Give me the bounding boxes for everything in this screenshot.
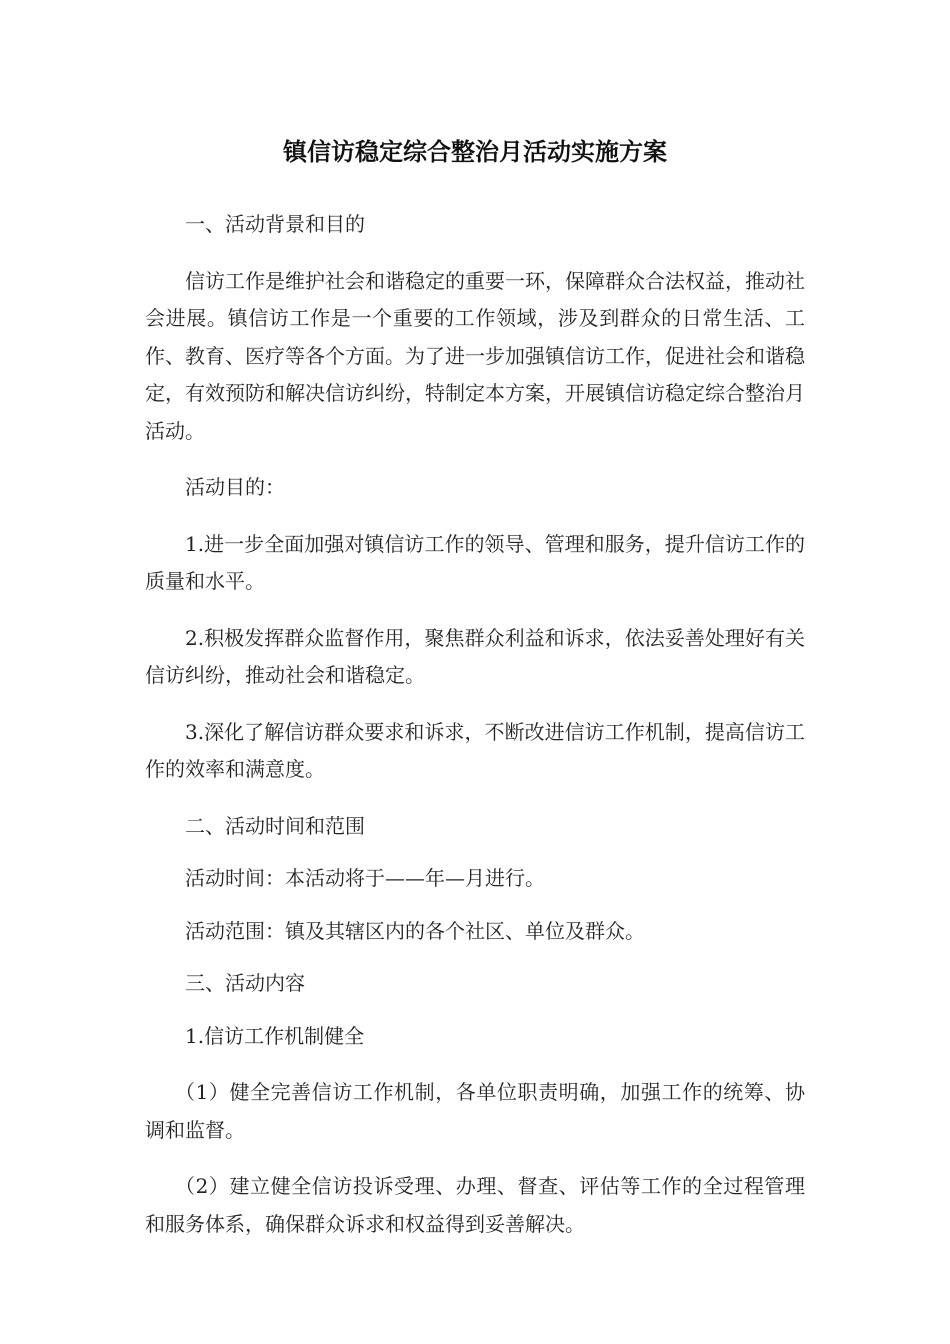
section-heading-content: 三、活动内容	[185, 971, 305, 995]
paragraph-purpose-label: 活动目的：	[185, 475, 285, 499]
purpose-item-2: 2.积极发挥群众监督作用，聚焦群众利益和诉求，依法妥善处理好有关信访纠纷，推动社会和谐稳定。	[145, 625, 805, 687]
content-item-1-heading: 1.信访工作机制健全	[185, 1023, 365, 1048]
paragraph-activity-time: 活动时间：本活动将于——年—月进行。	[185, 866, 545, 890]
paragraph-background: 信访工作是维护社会和谐稳定的重要一环，保障群众合法权益，推动社会进展。镇信访工作是一个重要的工作领域，涉及到群众的日常生活、工作、教育、医疗等各个方面。为了进一步加强镇信访工作，促进社会和谐稳定，有效预防和解决信访纠纷，特制定本方案，开展镇信访稳定综合整治月活动。	[145, 268, 805, 443]
purpose-item-1: 1.进一步全面加强对镇信访工作的领导、管理和服务，提升信访工作的质量和水平。	[145, 531, 805, 593]
purpose-item-3: 3.深化了解信访群众要求和诉求，不断改进信访工作机制，提高信访工作的效率和满意度。	[145, 719, 805, 781]
section-heading-background: 一、活动背景和目的	[185, 212, 365, 236]
content-subitem-1: （1）健全完善信访工作机制，各单位职责明确，加强工作的统筹、协调和监督。	[145, 1080, 805, 1142]
document-body	[145, 206, 805, 1243]
content-subitem-2: （2）建立健全信访投诉受理、办理、督查、评估等工作的全过程管理和服务体系，确保群众诉求和权益得到妥善解决。	[145, 1174, 805, 1236]
section-heading-time-scope: 二、活动时间和范围	[185, 813, 365, 838]
document-title: 镇信访稳定综合整治月活动实施方案	[283, 138, 667, 166]
paragraph-activity-scope: 活动范围：镇及其辖区内的各个社区、单位及群众。	[185, 918, 645, 943]
